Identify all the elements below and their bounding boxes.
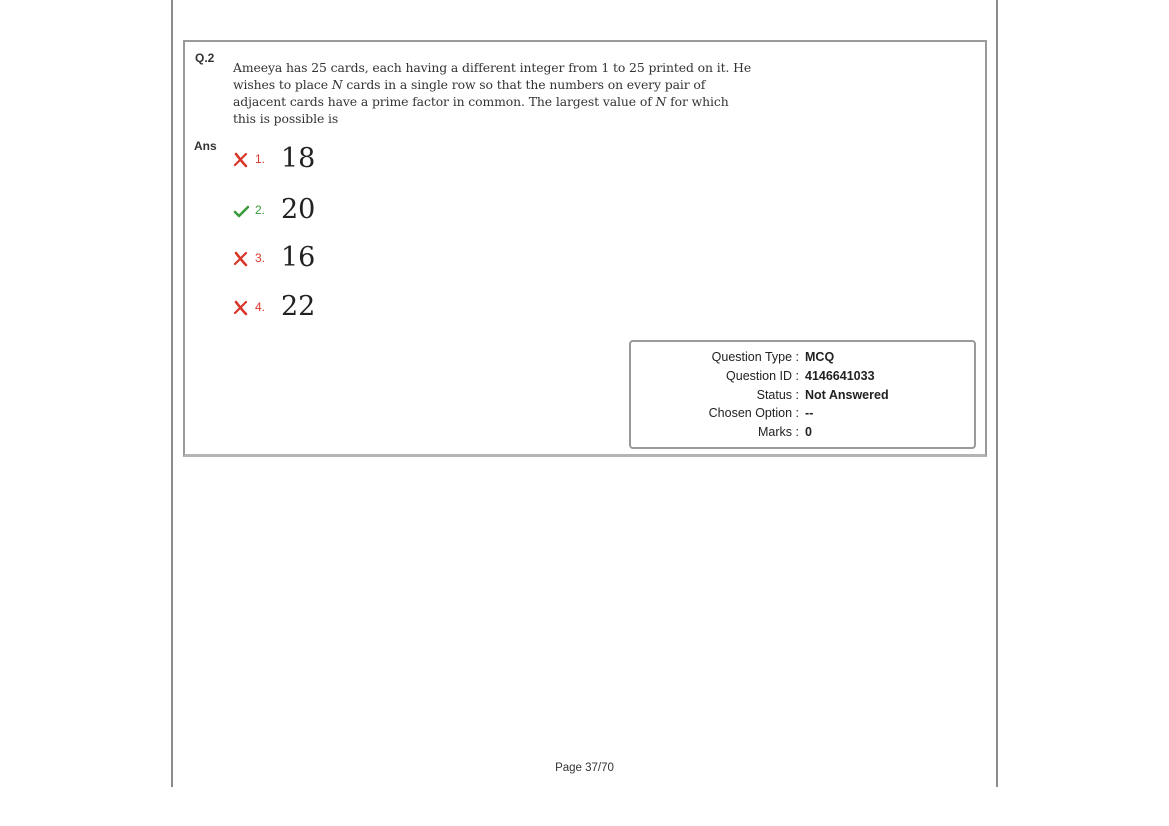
option-number: 4.	[255, 300, 266, 314]
info-row-marks	[631, 425, 974, 444]
info-label: Question ID :	[726, 369, 799, 383]
info-row-question-id	[631, 369, 974, 388]
variable-n: N	[331, 77, 343, 92]
option-value: 16	[281, 242, 316, 273]
cross-icon	[233, 300, 249, 316]
info-label: Marks :	[758, 425, 799, 439]
info-value: --	[805, 406, 814, 420]
info-label: Question Type :	[711, 350, 799, 364]
info-row-status	[631, 388, 974, 407]
question-text-part: Ameeya has 25 cards, each having a different integer from 1 to 25 printed on it. He wishes to place	[233, 60, 752, 92]
page-number: Page 37/70	[555, 762, 614, 774]
option-4	[233, 290, 433, 330]
option-value: 20	[281, 194, 316, 225]
option-number: 1.	[255, 152, 266, 166]
option-value: 18	[281, 143, 316, 174]
info-label: Chosen Option :	[708, 406, 799, 420]
cross-icon	[233, 251, 249, 267]
info-value: Not Answered	[805, 388, 889, 402]
info-value: 4146641033	[805, 369, 875, 383]
option-2	[233, 193, 433, 233]
info-value: MCQ	[805, 350, 835, 364]
question-text	[233, 59, 753, 127]
info-label: Status :	[756, 388, 799, 402]
info-value: 0	[805, 425, 812, 439]
option-1	[233, 142, 433, 182]
answer-label: Ans	[194, 139, 217, 153]
option-number: 2.	[255, 203, 266, 217]
cross-icon	[233, 152, 249, 168]
info-row-question-type	[631, 350, 974, 369]
question-text-part: for which this is possible is	[233, 94, 729, 126]
option-number: 3.	[255, 251, 266, 265]
variable-n: N	[655, 94, 667, 109]
option-value: 22	[281, 291, 316, 322]
question-panel	[183, 40, 987, 457]
check-icon	[233, 203, 249, 219]
question-info-box	[629, 340, 976, 449]
option-3	[233, 241, 433, 281]
question-number: Q.2	[195, 51, 215, 65]
question-text-part: cards in a single row so that the numbers on every pair of adjacent cards have a prime factor in common. The largest value of	[233, 77, 706, 109]
info-row-chosen-option	[631, 406, 974, 425]
